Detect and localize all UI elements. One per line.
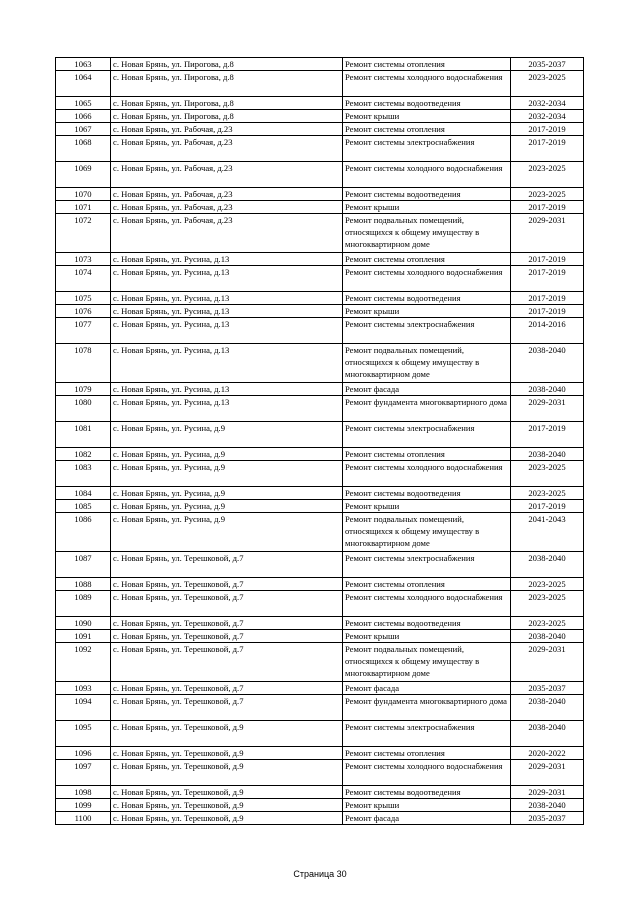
address-cell: с. Новая Брянь, ул. Пирогова, д.8 [111, 71, 343, 97]
address-cell: с. Новая Брянь, ул. Русина, д.13 [111, 292, 343, 305]
period-cell: 2032-2034 [511, 110, 584, 123]
work-type-cell: Ремонт системы водоотведения [343, 617, 511, 630]
row-number: 1097 [56, 760, 111, 786]
period-cell: 2023-2025 [511, 162, 584, 188]
table-row [56, 513, 584, 552]
address-cell: с. Новая Брянь, ул. Терешковой, д.9 [111, 812, 343, 825]
work-type-cell: Ремонт системы водоотведения [343, 188, 511, 201]
work-type-cell: Ремонт системы электроснабжения [343, 422, 511, 448]
table-row [56, 305, 584, 318]
period-cell: 2038-2040 [511, 344, 584, 383]
period-cell: 2023-2025 [511, 578, 584, 591]
table-row [56, 617, 584, 630]
work-type-cell: Ремонт системы холодного водоснабжения [343, 71, 511, 97]
period-cell: 2017-2019 [511, 136, 584, 162]
period-cell: 2017-2019 [511, 292, 584, 305]
work-type-cell: Ремонт крыши [343, 110, 511, 123]
row-number: 1096 [56, 747, 111, 760]
address-cell: с. Новая Брянь, ул. Русина, д.9 [111, 500, 343, 513]
row-number: 1076 [56, 305, 111, 318]
table-row [56, 630, 584, 643]
address-cell: с. Новая Брянь, ул. Терешковой, д.9 [111, 721, 343, 747]
address-cell: с. Новая Брянь, ул. Рабочая, д.23 [111, 214, 343, 253]
row-number: 1067 [56, 123, 111, 136]
address-cell: с. Новая Брянь, ул. Терешковой, д.7 [111, 591, 343, 617]
table-row [56, 383, 584, 396]
address-cell: с. Новая Брянь, ул. Русина, д.9 [111, 487, 343, 500]
period-cell: 2038-2040 [511, 383, 584, 396]
work-type-cell: Ремонт системы водоотведения [343, 487, 511, 500]
period-cell: 2035-2037 [511, 58, 584, 71]
period-cell: 2017-2019 [511, 305, 584, 318]
work-type-cell: Ремонт системы отопления [343, 58, 511, 71]
work-type-cell: Ремонт подвальных помещений, относящихся к общему имуществу в многоквартирном доме [343, 513, 511, 552]
address-cell: с. Новая Брянь, ул. Русина, д.13 [111, 253, 343, 266]
period-cell: 2038-2040 [511, 552, 584, 578]
work-type-cell: Ремонт крыши [343, 630, 511, 643]
address-cell: с. Новая Брянь, ул. Терешковой, д.9 [111, 760, 343, 786]
table-row [56, 747, 584, 760]
row-number: 1099 [56, 799, 111, 812]
period-cell: 2038-2040 [511, 448, 584, 461]
row-number: 1079 [56, 383, 111, 396]
address-cell: с. Новая Брянь, ул. Пирогова, д.8 [111, 58, 343, 71]
table-row [56, 110, 584, 123]
row-number: 1087 [56, 552, 111, 578]
period-cell: 2029-2031 [511, 214, 584, 253]
table-row [56, 318, 584, 344]
period-cell: 2023-2025 [511, 188, 584, 201]
address-cell: с. Новая Брянь, ул. Терешковой, д.7 [111, 552, 343, 578]
address-cell: с. Новая Брянь, ул. Рабочая, д.23 [111, 162, 343, 188]
period-cell: 2023-2025 [511, 617, 584, 630]
address-cell: с. Новая Брянь, ул. Русина, д.13 [111, 318, 343, 344]
address-cell: с. Новая Брянь, ул. Рабочая, д.23 [111, 123, 343, 136]
period-cell: 2029-2031 [511, 643, 584, 682]
row-number: 1063 [56, 58, 111, 71]
row-number: 1098 [56, 786, 111, 799]
address-cell: с. Новая Брянь, ул. Терешковой, д.7 [111, 630, 343, 643]
table-row [56, 123, 584, 136]
work-type-cell: Ремонт системы отопления [343, 448, 511, 461]
work-type-cell: Ремонт системы электроснабжения [343, 136, 511, 162]
period-cell: 2014-2016 [511, 318, 584, 344]
row-number: 1085 [56, 500, 111, 513]
table-row [56, 786, 584, 799]
work-type-cell: Ремонт системы холодного водоснабжения [343, 591, 511, 617]
row-number: 1074 [56, 266, 111, 292]
address-cell: с. Новая Брянь, ул. Русина, д.13 [111, 396, 343, 422]
table-row [56, 162, 584, 188]
work-type-cell: Ремонт крыши [343, 500, 511, 513]
page-number: Страница 30 [293, 869, 347, 879]
period-cell: 2017-2019 [511, 500, 584, 513]
row-number: 1075 [56, 292, 111, 305]
period-cell: 2038-2040 [511, 695, 584, 721]
table-row [56, 58, 584, 71]
work-type-cell: Ремонт фундамента многоквартирного дома [343, 695, 511, 721]
row-number: 1080 [56, 396, 111, 422]
table-row [56, 253, 584, 266]
address-cell: с. Новая Брянь, ул. Рабочая, д.23 [111, 188, 343, 201]
table-row [56, 682, 584, 695]
work-type-cell: Ремонт подвальных помещений, относящихся к общему имуществу в многоквартирном доме [343, 643, 511, 682]
period-cell: 2029-2031 [511, 760, 584, 786]
address-cell: с. Новая Брянь, ул. Терешковой, д.7 [111, 578, 343, 591]
work-type-cell: Ремонт подвальных помещений, относящихся к общему имуществу в многоквартирном доме [343, 214, 511, 253]
row-number: 1093 [56, 682, 111, 695]
row-number: 1071 [56, 201, 111, 214]
row-number: 1073 [56, 253, 111, 266]
period-cell: 2041-2043 [511, 513, 584, 552]
work-type-cell: Ремонт крыши [343, 201, 511, 214]
table-row [56, 721, 584, 747]
work-type-cell: Ремонт системы холодного водоснабжения [343, 266, 511, 292]
period-cell: 2029-2031 [511, 396, 584, 422]
work-type-cell: Ремонт системы отопления [343, 253, 511, 266]
period-cell: 2038-2040 [511, 721, 584, 747]
address-cell: с. Новая Брянь, ул. Терешковой, д.7 [111, 643, 343, 682]
work-type-cell: Ремонт системы водоотведения [343, 292, 511, 305]
table-row [56, 695, 584, 721]
table-row [56, 500, 584, 513]
work-type-cell: Ремонт системы холодного водоснабжения [343, 760, 511, 786]
table-row [56, 422, 584, 448]
work-type-cell: Ремонт системы холодного водоснабжения [343, 162, 511, 188]
work-type-cell: Ремонт системы холодного водоснабжения [343, 461, 511, 487]
period-cell: 2017-2019 [511, 422, 584, 448]
row-number: 1083 [56, 461, 111, 487]
work-type-cell: Ремонт фасада [343, 682, 511, 695]
address-cell: с. Новая Брянь, ул. Русина, д.9 [111, 461, 343, 487]
period-cell: 2017-2019 [511, 201, 584, 214]
period-cell: 2020-2022 [511, 747, 584, 760]
work-type-cell: Ремонт системы водоотведения [343, 786, 511, 799]
address-cell: с. Новая Брянь, ул. Рабочая, д.23 [111, 201, 343, 214]
table-row [56, 188, 584, 201]
table-row [56, 97, 584, 110]
table-row [56, 396, 584, 422]
table-row [56, 812, 584, 825]
row-number: 1068 [56, 136, 111, 162]
row-number: 1084 [56, 487, 111, 500]
work-type-cell: Ремонт системы отопления [343, 747, 511, 760]
address-cell: с. Новая Брянь, ул. Терешковой, д.9 [111, 799, 343, 812]
address-cell: с. Новая Брянь, ул. Терешковой, д.7 [111, 617, 343, 630]
period-cell: 2023-2025 [511, 487, 584, 500]
address-cell: с. Новая Брянь, ул. Русина, д.13 [111, 383, 343, 396]
row-number: 1094 [56, 695, 111, 721]
row-number: 1089 [56, 591, 111, 617]
address-cell: с. Новая Брянь, ул. Пирогова, д.8 [111, 97, 343, 110]
address-cell: с. Новая Брянь, ул. Терешковой, д.9 [111, 786, 343, 799]
table-row [56, 591, 584, 617]
row-number: 1090 [56, 617, 111, 630]
work-type-cell: Ремонт фасада [343, 812, 511, 825]
row-number: 1088 [56, 578, 111, 591]
work-type-cell: Ремонт крыши [343, 799, 511, 812]
row-number: 1070 [56, 188, 111, 201]
row-number: 1069 [56, 162, 111, 188]
row-number: 1077 [56, 318, 111, 344]
address-cell: с. Новая Брянь, ул. Русина, д.9 [111, 513, 343, 552]
table-row [56, 136, 584, 162]
table-row [56, 461, 584, 487]
period-cell: 2038-2040 [511, 630, 584, 643]
address-cell: с. Новая Брянь, ул. Пирогова, д.8 [111, 110, 343, 123]
work-type-cell: Ремонт системы электроснабжения [343, 721, 511, 747]
table-row [56, 448, 584, 461]
period-cell: 2023-2025 [511, 461, 584, 487]
row-number: 1064 [56, 71, 111, 97]
work-type-cell: Ремонт системы отопления [343, 578, 511, 591]
row-number: 1086 [56, 513, 111, 552]
table-row [56, 214, 584, 253]
table-row [56, 344, 584, 383]
table-body [56, 58, 584, 825]
address-cell: с. Новая Брянь, ул. Русина, д.13 [111, 266, 343, 292]
row-number: 1092 [56, 643, 111, 682]
row-number: 1095 [56, 721, 111, 747]
row-number: 1082 [56, 448, 111, 461]
period-cell: 2032-2034 [511, 97, 584, 110]
table-row [56, 487, 584, 500]
address-cell: с. Новая Брянь, ул. Терешковой, д.7 [111, 695, 343, 721]
table-row [56, 552, 584, 578]
work-type-cell: Ремонт системы водоотведения [343, 97, 511, 110]
row-number: 1078 [56, 344, 111, 383]
period-cell: 2017-2019 [511, 253, 584, 266]
address-cell: с. Новая Брянь, ул. Русина, д.13 [111, 344, 343, 383]
row-number: 1066 [56, 110, 111, 123]
period-cell: 2029-2031 [511, 786, 584, 799]
table-row [56, 643, 584, 682]
table-row [56, 266, 584, 292]
work-type-cell: Ремонт фундамента многоквартирного дома [343, 396, 511, 422]
table-row [56, 292, 584, 305]
row-number: 1091 [56, 630, 111, 643]
table-row [56, 578, 584, 591]
period-cell: 2023-2025 [511, 591, 584, 617]
period-cell: 2017-2019 [511, 266, 584, 292]
table-row [56, 799, 584, 812]
period-cell: 2035-2037 [511, 812, 584, 825]
work-type-cell: Ремонт фасада [343, 383, 511, 396]
address-cell: с. Новая Брянь, ул. Русина, д.9 [111, 422, 343, 448]
period-cell: 2017-2019 [511, 123, 584, 136]
work-type-cell: Ремонт системы отопления [343, 123, 511, 136]
address-cell: с. Новая Брянь, ул. Рабочая, д.23 [111, 136, 343, 162]
period-cell: 2023-2025 [511, 71, 584, 97]
row-number: 1081 [56, 422, 111, 448]
work-type-cell: Ремонт системы электроснабжения [343, 552, 511, 578]
period-cell: 2038-2040 [511, 799, 584, 812]
repair-schedule-table [55, 57, 584, 825]
row-number: 1072 [56, 214, 111, 253]
address-cell: с. Новая Брянь, ул. Русина, д.13 [111, 305, 343, 318]
work-type-cell: Ремонт подвальных помещений, относящихся к общему имуществу в многоквартирном доме [343, 344, 511, 383]
period-cell: 2035-2037 [511, 682, 584, 695]
address-cell: с. Новая Брянь, ул. Терешковой, д.7 [111, 682, 343, 695]
address-cell: с. Новая Брянь, ул. Русина, д.9 [111, 448, 343, 461]
row-number: 1065 [56, 97, 111, 110]
row-number: 1100 [56, 812, 111, 825]
address-cell: с. Новая Брянь, ул. Терешковой, д.9 [111, 747, 343, 760]
table-row [56, 201, 584, 214]
table-row [56, 71, 584, 97]
work-type-cell: Ремонт системы электроснабжения [343, 318, 511, 344]
table-row [56, 760, 584, 786]
work-type-cell: Ремонт крыши [343, 305, 511, 318]
